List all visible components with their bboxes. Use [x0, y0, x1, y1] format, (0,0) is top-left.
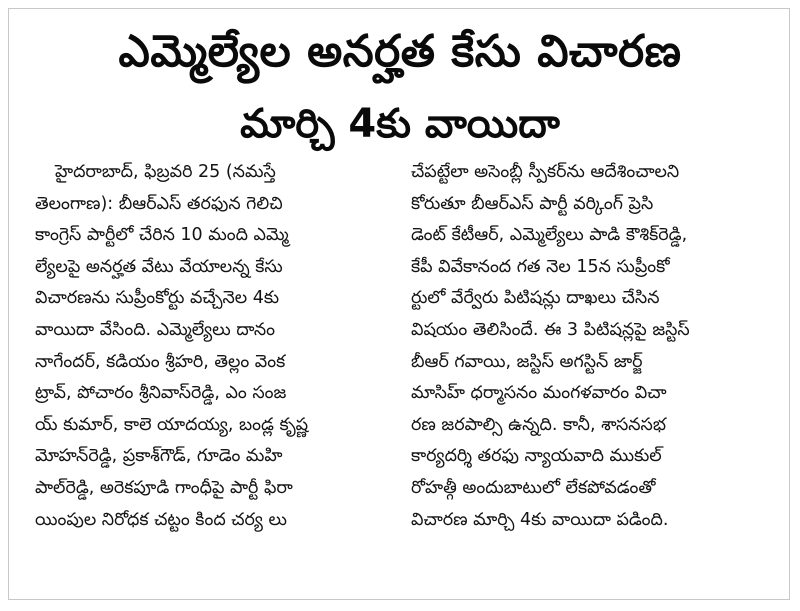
article-column-left: [35, 157, 390, 536]
article-line: పాల్‌రెడ్డి, అరెకపూడి గాంధీపై పార్టీ ఫిరా: [35, 477, 293, 498]
article-line: ర్టులో వేర్వేరు పిటిషన్లు దాఖలు చేసిన: [411, 288, 660, 309]
article-line: కేపీ వివేకానంద గత నెల 15న సుప్రీంకో: [411, 256, 670, 277]
article-line: వాయిదా వేసింది. ఎమ్మెల్యేలు దానం: [35, 319, 276, 340]
article-line: య్ కుమార్, కాలె యాదయ్య, బండ్ల కృష్ణ: [35, 414, 309, 435]
article-line: విచారణను సుప్రీంకోర్టు వచ్చేనెల 4కు: [35, 288, 280, 309]
subheadline: మార్చి 4కు వాయిదా: [240, 101, 560, 147]
article-line: విషయం తెలిసిందే. ఈ 3 పిటిషన్లపై జస్టిస్: [411, 319, 690, 340]
article-line: రోహత్గీ అందుబాటులో లేకపోవడంతో: [411, 477, 656, 498]
article-line: ట్రావ్, పోచారం శ్రీనివాస్‌రెడ్డి, ఎం సంజ: [35, 383, 287, 404]
article-line: రణ జరపాల్సి ఉన్నది. కానీ, శాసనసభ: [411, 414, 666, 435]
article-line: తెలంగాణ): బీఆర్ఎస్ తరఫున గెలిచి: [35, 193, 283, 214]
article-column-right: [411, 157, 773, 536]
article-line: ల్యేలపై అనర్హత వేటు వేయాలన్న కేసు: [35, 256, 283, 277]
news-clipping: [8, 8, 790, 600]
article-line: కాంగ్రెస్ పార్టీలో చేరిన 10 మంది ఎమ్మె: [35, 225, 289, 246]
headline: ఎమ్మెల్యేల అనర్హత కేసు విచారణ: [118, 26, 682, 77]
article-line: మాసిహ్ ధర్మాసనం మంగళవారం విచా: [411, 383, 667, 404]
article-line: హైదరాబాద్, ఫిబ్రవరి 25 (నమస్తే: [55, 162, 276, 182]
article-line: డెంట్ కేటీఆర్, ఎమ్మెల్యేలు పాడి కౌశిక్‌రెడ్డి,: [411, 225, 688, 246]
article-line: నాగేందర్, కడియం శ్రీహరి, తెల్లం వెంక: [35, 351, 286, 372]
article-line: విచారణ మార్చి 4కు వాయిదా పడింది.: [411, 509, 669, 530]
article-line: బీఆర్ గవాయి, జస్టిస్ అగస్టిన్ జార్జ్: [411, 351, 643, 372]
article-line: మోహన్‌రెడ్డి, ప్రకాశ్‌గౌడ్, గూడెం మహి: [35, 446, 283, 467]
article-line: చేపట్టేలా అసెంబ్లీ స్పీకర్‌ను ఆదేశించాలని: [411, 162, 680, 182]
article-line: కార్యదర్శి తరఫు న్యాయవాది ముకుల్: [411, 446, 662, 467]
article-line: యింపుల నిరోధక చట్టం కింద చర్య లు: [35, 509, 287, 530]
article-line: కోరుతూ బీఆర్ఎస్ పార్టీ వర్కింగ్ ప్రెసి: [411, 193, 654, 214]
